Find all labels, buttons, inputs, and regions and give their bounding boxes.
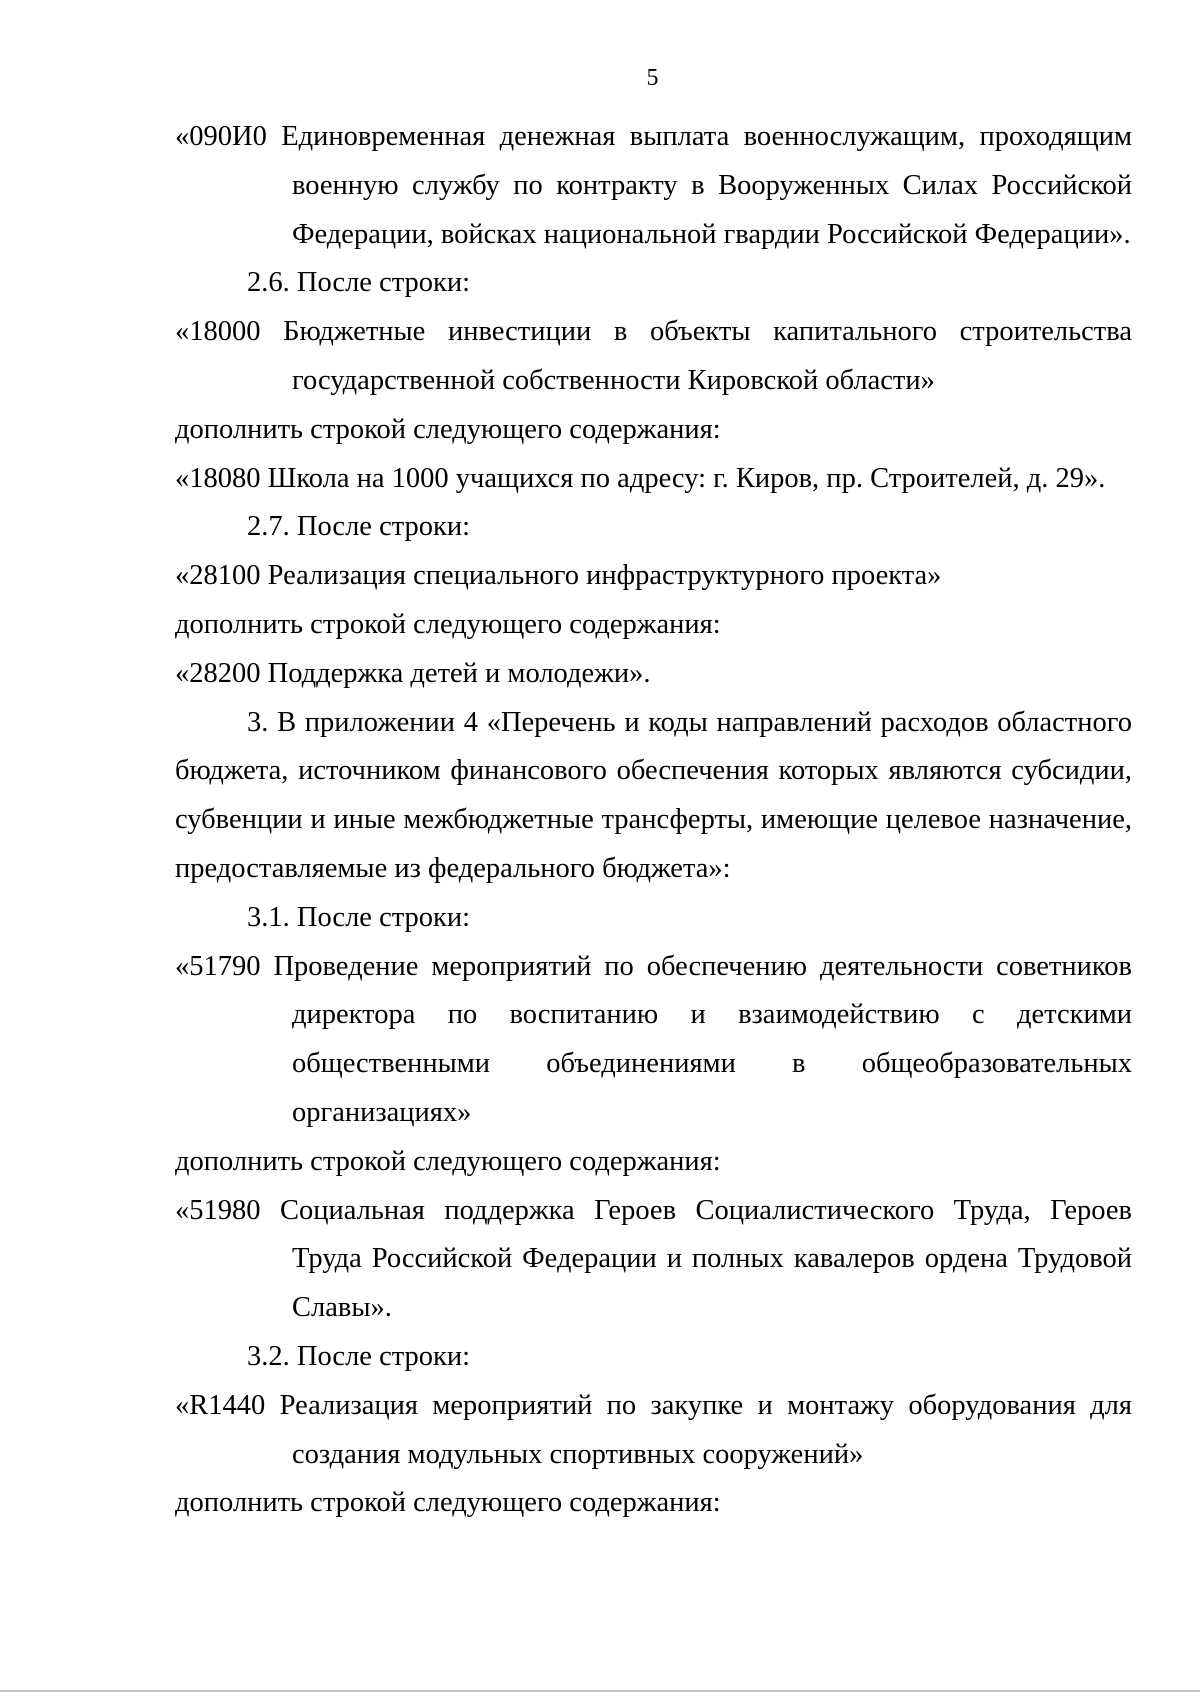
supplement-instruction: дополнить строкой следующего содержания: xyxy=(175,413,721,445)
clause-3-2-heading: 3.2. После строки: xyxy=(247,1340,471,1372)
quoted-row-090i0: «090И0 Единовременная денежная выплата военнослужащим, проходящим военную службу по контракту в Вооруженных Силах Российской Федерации, войсках национальной гвардии Российской Федерации». xyxy=(175,121,1132,250)
quoted-row-18080: «18080 Школа на 1000 учащихся по адресу: г. Киров, пр. Строителей, д. 29». xyxy=(175,462,1106,494)
quoted-row-r1440: «R1440 Реализация мероприятий по закупке и монтажу оборудования для создания модульных спортивных сооружений» xyxy=(175,1389,1132,1470)
quoted-row-51980: «51980 Социальная поддержка Героев Социалистического Труда, Героев Труда Российской Федерации и полных кавалеров ордена Трудовой Славы». xyxy=(175,1194,1132,1324)
supplement-instruction: дополнить строкой следующего содержания: xyxy=(175,1487,721,1519)
document-body xyxy=(175,113,1132,1528)
quoted-row-18000: «18000 Бюджетные инвестиции в объекты капитального строительства государственной собственности Кировской области» xyxy=(175,316,1132,396)
scan-edge-line xyxy=(0,1690,1200,1692)
clause-3-1-heading: 3.1. После строки: xyxy=(247,901,471,933)
clause-2-6-heading: 2.6. После строки: xyxy=(247,267,471,299)
quoted-row-28100: «28100 Реализация специального инфраструктурного проекта» xyxy=(175,560,942,592)
quoted-row-51790: «51790 Проведение мероприятий по обеспечению деятельности советников директора по воспитанию и взаимодействию с детскими общественными объединениями в общеобразовательных организациях» xyxy=(175,950,1132,1128)
quoted-row-28200: «28200 Поддержка детей и молодежи». xyxy=(175,657,651,689)
page-number: 5 xyxy=(646,65,659,91)
supplement-instruction: дополнить строкой следующего содержания: xyxy=(175,608,721,640)
clause-3-paragraph: 3. В приложении 4 «Перечень и коды направлений расходов областного бюджета, источником финансового обеспечения которых являются субсидии, субвенции и иные межбюджетные трансферты, имеющие целевое назначение, предоставляемые из федерального бюджета»: xyxy=(175,706,1132,884)
supplement-instruction: дополнить строкой следующего содержания: xyxy=(175,1145,721,1177)
clause-2-7-heading: 2.7. После строки: xyxy=(247,511,471,543)
